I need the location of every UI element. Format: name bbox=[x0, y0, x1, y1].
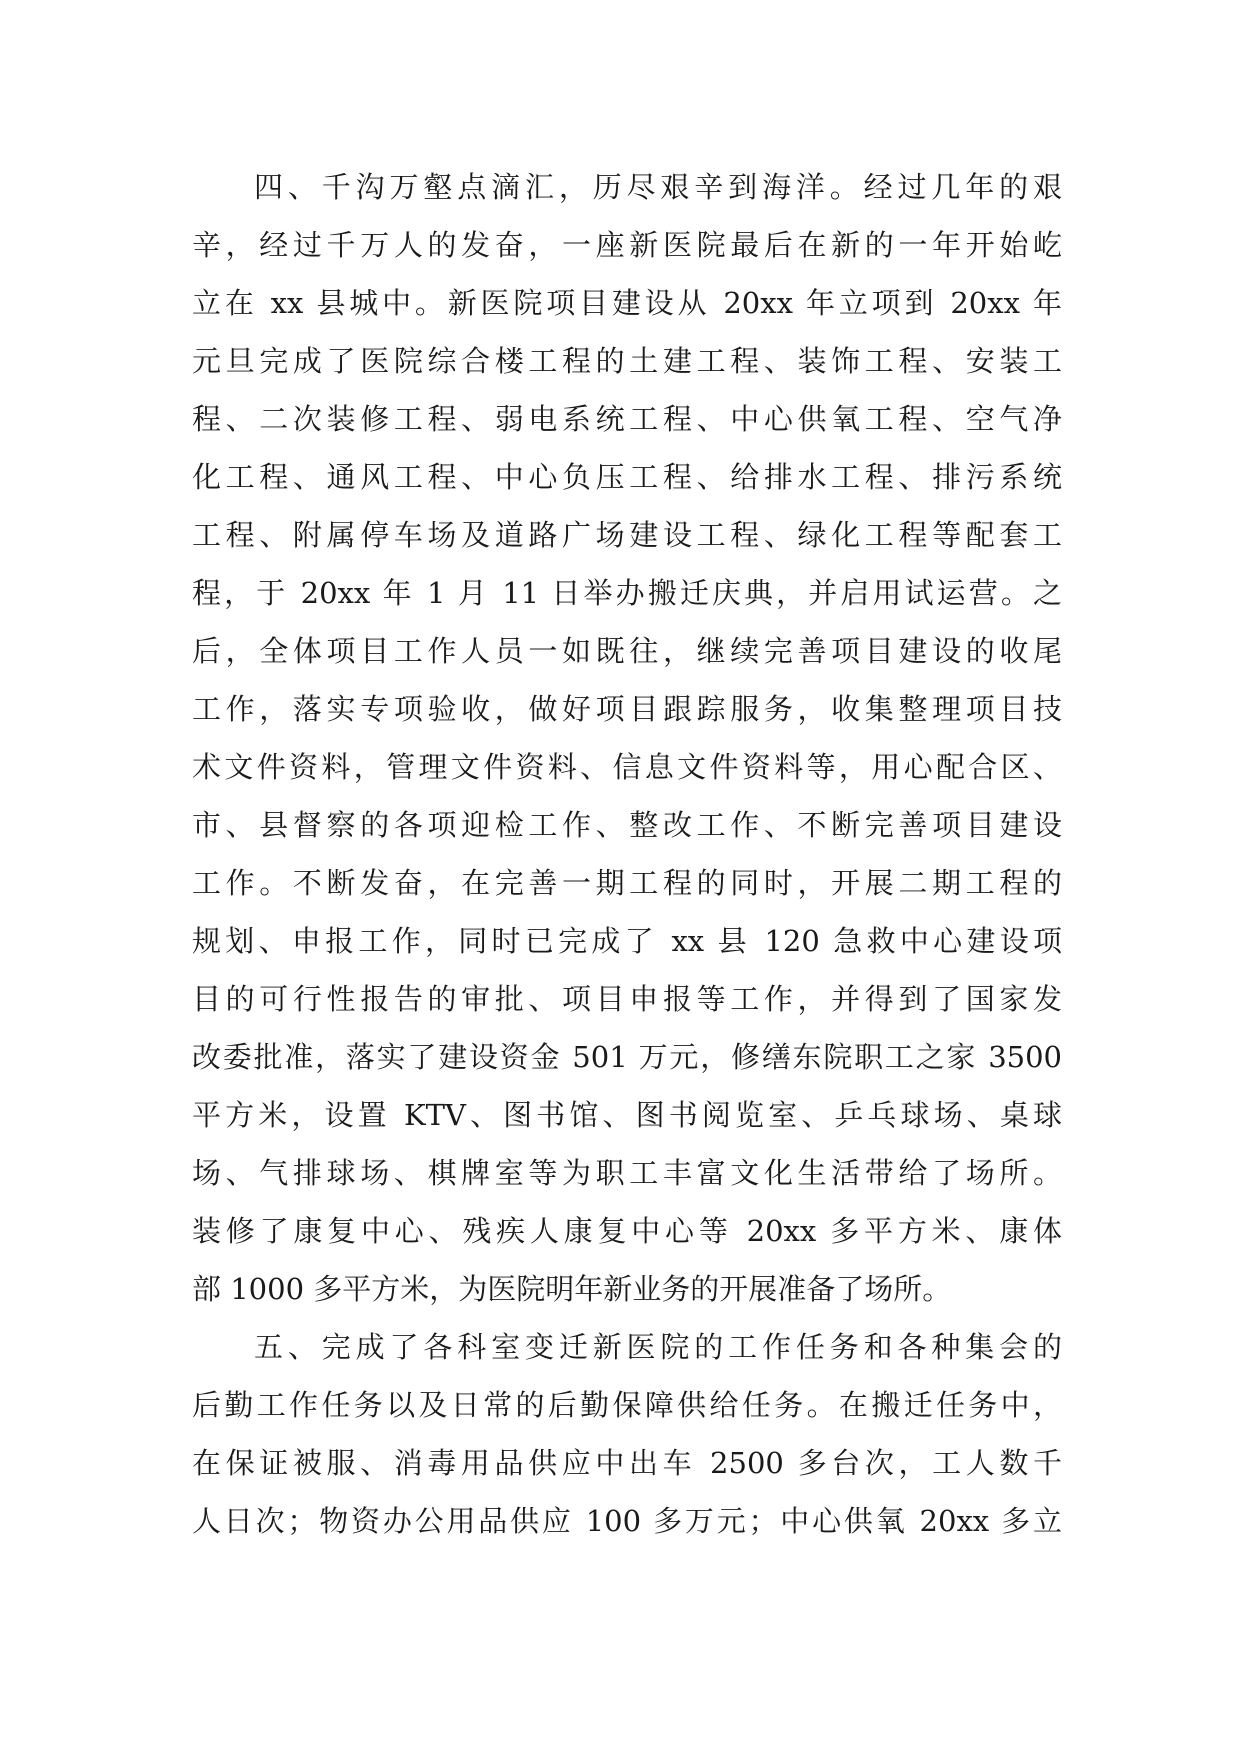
text-line: 人日次；物资办公用品供应 100 多万元；中心供氧 20xx 多立 bbox=[192, 1504, 1062, 1538]
text-line: 目的可行性报告的审批、项目申报等工作，并得到了国家发 bbox=[192, 982, 1062, 1016]
text-line: 平方米，设置 KTV、图书馆、图书阅览室、乒乓球场、桌球 bbox=[192, 1098, 1062, 1132]
text-line: 程、二次装修工程、弱电系统工程、中心供氧工程、空气净 bbox=[192, 402, 1062, 436]
text-line: 程，于 20xx 年 1 月 11 日举办搬迁庆典，并启用试运营。之 bbox=[192, 576, 1062, 610]
text-line: 后勤工作任务以及日常的后勤保障供给任务。在搬迁任务中， bbox=[192, 1388, 1062, 1422]
text-line: 四、千沟万壑点滴汇，历尽艰辛到海洋。经过几年的艰 bbox=[254, 170, 1062, 204]
text-line: 元旦完成了医院综合楼工程的土建工程、装饰工程、安装工 bbox=[192, 344, 1062, 378]
text-line: 辛，经过千万人的发奋，一座新医院最后在新的一年开始屹 bbox=[192, 228, 1062, 262]
paragraph-four bbox=[192, 158, 1062, 1318]
text-line: 化工程、通风工程、中心负压工程、给排水工程、排污系统 bbox=[192, 460, 1062, 494]
text-line: 场、气排球场、棋牌室等为职工丰富文化生活带给了场所。 bbox=[192, 1156, 1062, 1190]
text-line: 装修了康复中心、残疾人康复中心等 20xx 多平方米、康体 bbox=[192, 1214, 1062, 1248]
text-line: 市、县督察的各项迎检工作、整改工作、不断完善项目建设 bbox=[192, 808, 1062, 842]
paragraph-five bbox=[192, 1318, 1062, 1550]
text-line: 部 1000 多平方米，为医院明年新业务的开展准备了场所。 bbox=[192, 1272, 952, 1306]
text-line: 工作，落实专项验收，做好项目跟踪服务，收集整理项目技 bbox=[192, 692, 1062, 726]
document-body bbox=[192, 158, 1062, 1550]
text-line: 后，全体项目工作人员一如既往，继续完善项目建设的收尾 bbox=[192, 634, 1062, 668]
text-line: 立在 xx 县城中。新医院项目建设从 20xx 年立项到 20xx 年 bbox=[192, 286, 1062, 320]
text-line: 工程、附属停车场及道路广场建设工程、绿化工程等配套工 bbox=[192, 518, 1062, 552]
text-line: 改委批准，落实了建设资金 501 万元，修缮东院职工之家 3500 bbox=[192, 1040, 1062, 1074]
text-line: 在保证被服、消毒用品供应中出车 2500 多台次，工人数千 bbox=[192, 1446, 1062, 1480]
text-line: 工作。不断发奋，在完善一期工程的同时，开展二期工程的 bbox=[192, 866, 1062, 900]
text-line: 术文件资料，管理文件资料、信息文件资料等，用心配合区、 bbox=[192, 750, 1062, 784]
text-line: 五、完成了各科室变迁新医院的工作任务和各种集会的 bbox=[254, 1330, 1062, 1364]
text-line: 规划、申报工作，同时已完成了 xx 县 120 急救中心建设项 bbox=[192, 924, 1062, 958]
